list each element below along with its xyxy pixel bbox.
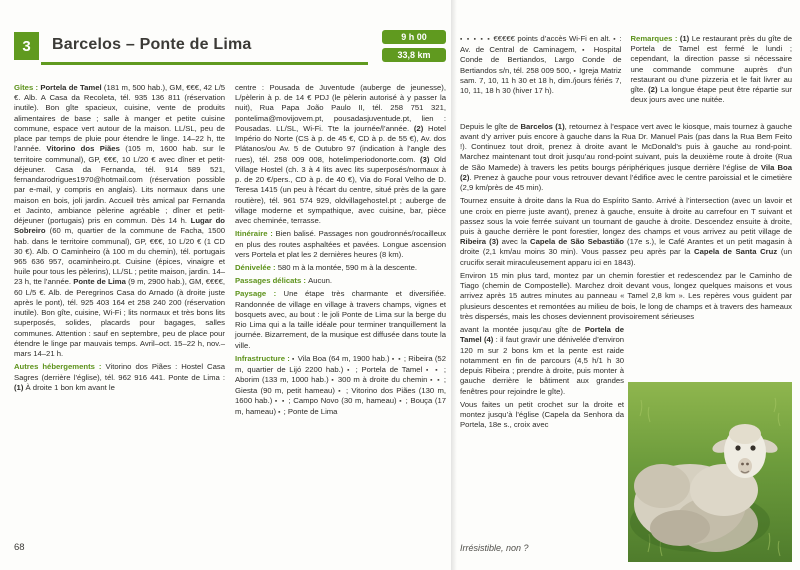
infra-icon: ▪ ▪ ▪ ▪ ▪ <box>460 36 492 43</box>
text-run: ; Ribeira (52 m, quartier de Lijó 2200 hab.) <box>235 353 446 374</box>
text-run: Itinéraire : <box>235 229 276 239</box>
route-description-full-width <box>460 122 792 322</box>
column-remarques <box>631 34 793 109</box>
text-run: ; Campo Novo (30 m, hameau) <box>285 396 400 406</box>
text-run: (2) <box>413 123 424 133</box>
text-run: ; Vitorino dos Piães (130 m, 1600 hab.) <box>235 385 446 406</box>
photo-caption: Irrésistible, non ? <box>460 543 529 553</box>
right-page-top-columns <box>460 34 792 109</box>
text-run: : Av. de Central de Caminagem, <box>460 34 622 54</box>
text-run: Hotel Império do Norte (CS à p. de 45 €, CD à p. de 55 €), Av. dos Plátanos/ou Av. 5 de Outubro 97 (indication à l’angle des rues), tél. 258 009 008, hotelimperiodonorte.com. <box>235 123 446 164</box>
paragraph <box>235 289 446 350</box>
paragraph <box>460 122 792 194</box>
page-gutter-shadow <box>451 0 457 570</box>
infra-icon: ▪ ▪ <box>425 366 441 374</box>
text-run: 300 m à droite du chemin <box>335 375 431 385</box>
paragraph <box>460 400 624 431</box>
text-run: Ribeira (3) <box>460 237 499 247</box>
paragraph <box>235 229 446 260</box>
text-run: (1) <box>679 34 690 43</box>
text-run: Vila Boa (64 m, 1900 hab.) <box>295 353 392 363</box>
infra-icon: ▪ <box>573 67 577 75</box>
text-run: Autres hébergements : <box>14 362 106 372</box>
paragraph <box>14 362 225 393</box>
text-run: avant la montée jusqu’au gîte de <box>460 325 585 335</box>
infra-icon: ▪ <box>292 355 296 363</box>
infra-icon: ▪ ▪ <box>391 355 402 363</box>
text-run: Aucun. <box>308 276 333 286</box>
stage-number-badge: 3 <box>14 32 39 60</box>
page-number: 68 <box>14 542 25 553</box>
text-run: Portela de Tamel <box>40 83 102 92</box>
text-run: Dénivelée : <box>235 262 278 272</box>
stage-stats <box>382 30 446 62</box>
text-run: Hospital Conde de Bertiandos, Largo Conde de Bertiandos s/n, tél. 258 009 500, <box>460 44 622 75</box>
infra-icon: ▪ ▪ <box>274 398 286 406</box>
infra-icon: ▪ <box>582 46 589 54</box>
text-run: Vitorino dos Piães : Hostel Casa Sagres (derrière l’église), tél. 962 916 441. Ponte de Lima : <box>14 362 225 382</box>
text-run: ; Portela de Tamel <box>351 364 426 374</box>
paragraph <box>235 83 446 226</box>
text-run: (9 m, 2900 hab.), GM, €€€€, 60 L/5 €. Alb. de Peregrinos Casa do Arnado (à droite juste après le pont), tél. 925 403 164 et 258 240 200 (réservation inutile). Bon gîte, cuisine, Wi-Fi ; lits normaux et très bons lits superposés, solides, placards pour bagages, salles communes. Attention : sauf en septembre, peu de place pour étendre le linge par mauvais temps. Avril–oct. 15–22 h, nov.–mars 14–21 h. <box>14 277 225 359</box>
right-page <box>460 34 792 433</box>
paragraph <box>235 354 446 418</box>
text-run: : il faut gravir une dénivelée d’environ 120 m sur 2 bons km et la pente est raide notamment en fin de parcours (4,5 h/1 h 30 depuis Ribeira ; prendre à droite, puis monter à gauche derrière le bâtiment aux grandes fenêtres pour rejoindre le gîte). <box>460 335 624 396</box>
text-run: Infrastructure : <box>235 353 293 363</box>
paragraph <box>460 34 622 97</box>
text-run: ; Ponte de Lima <box>281 407 338 417</box>
text-run: ; Giesta (90 m, petit hameau) <box>235 375 446 395</box>
distance-badge: 33,8 km <box>382 48 446 62</box>
title-underline <box>41 62 368 65</box>
stage-header <box>14 30 446 70</box>
infra-icon: ▪ <box>399 398 404 406</box>
column-infrastructure-suite <box>460 34 622 109</box>
text-run: Le restaurant près du gîte de Portela de Tamel est fermé le lundi ; cependant, la direction passe si nécessaire une commande commune auprès d’un restaurant ou d’une pizzeria et le fait livrer au gîte. <box>630 34 792 95</box>
text-run: Paysage : <box>235 289 284 299</box>
text-run: Une étape très charmante et diversifiée. Randonnée de village en village à travers champs, vignes et bosquets avec, au bout : le joli Ponte de Lima sur la berge du Rio Lima qui a la taille idéale pour terminer tranquillement la journée. Bizarrement, de la musique est diffusée dans toute la ville. <box>235 289 446 350</box>
text-run: avec la <box>498 237 531 247</box>
text-run: Bien balisé. Passages non goudronnés/rocailleux en plus des routes asphaltées et pavées. Longue ascension vers Portela et plat les 2 dernières heures (8 km). <box>235 229 446 259</box>
duration-badge: 9 h 00 <box>382 30 446 44</box>
text-run: Ponte de Lima <box>73 277 126 287</box>
text-run: centre : Pousada de Juventude (auberge de jeunesse), L/pèlerin à p. de 14 € PDJ (le pèlerin autorisé à y passer la nuit), Rua Papa João Paulo II, tél. 258 751 321, pontelima@movijovem.pt, pousadasjuventude.pt, lien : Pousadas. LL/SL, Wi-Fi. Tte la journée/l’année. <box>235 83 446 133</box>
text-run: Portela de Tamel (4) <box>460 325 624 345</box>
text-run: (60 m, quartier de la commune de Facha, 1500 hab. dans le territoire communal), GP, €€€, 10 L/20 € (1 CD 30 €). Alb. O Caminheiro (à 100 m du chemin), tél. portugais 965 636 957, ocaminheiro.pt. Cuisine (épices, vinaigre et huile pour tous les pèlerins), LL/SL ; petite maison, jardin. 14–23 h, tte l’année. <box>14 226 225 287</box>
paragraph <box>235 263 446 273</box>
text-run: Gîtes : <box>14 83 41 92</box>
text-run: Tournez ensuite à droite dans la Rua do Espírito Santo. Arrivé à l’intersection (avec un lavoir et une croix en pierre juste avant), prenez à gauche, ensuite à droite au carrefour en T suivant et passez sous la voie ferrée suivant un tournant de gauche à droite. Descendez ensuite à droite, puis à gauche derrière le pont forestier, longez des champs et vous arrivez au petit village de <box>460 196 792 236</box>
paragraph <box>460 271 792 322</box>
text-run: , retournez à l’espace vert avec le kiosque, mais tournez à gauche avant d’y arriver puis encore à gauche dans la Rua Dr. Manuel Pais (pas dans la Rua Bem Feito !). Continuez tout droit, prenez à droite avant le McDonald’s puis à gauche au rond-point. Marchez maintenant tout droit jusqu’au rond-point suivant, puis la deuxième route à droite (Rua de São Mamede) à travers les petits bourgs périphériques jusque derrière l’église de <box>460 121 792 172</box>
paragraph <box>14 83 225 359</box>
text-run: Environ 15 min plus tard, montez par un chemin forestier et redescendez par le Caminho de Tiago (chemin de Compostelle). Marchez droit devant vous, longez quelques maisons et vous arrivez après 15 autres minutes au panneau « Tamel 2,8 km ». Les repères vous guident par plusieurs descentes et remontées au milieu de bois, le long de champs et à travers des hameaux très dispersés, mais les choses deviennent provisoirement sérieuses <box>460 270 792 321</box>
paragraph <box>460 325 624 397</box>
text-run: (2) <box>648 85 658 95</box>
text-run: Remarques : <box>630 34 680 43</box>
route-description-beside-photo <box>460 325 624 430</box>
text-run: Vitorino dos Piães <box>46 144 120 154</box>
text-run: (un crucifix serait miraculeusement apparu ici en 1843). <box>460 247 792 267</box>
text-run: ; Bouça (17 m, hameau) <box>235 396 446 417</box>
text-run: Old Village Hostel (ch. 3 à 4 lits avec lits superposés/normaux à p. de 20 €/pers., CD à p. de 40 €), Via do Foral Velho de D. Teresa 1415 (un peu à l’écart du centre, situé près de la gare routière), tél. 961 574 929, oldvillagehostel.pt ; auberge de village moderne et sympathique, avec cuisine, bar, pièce avec cheminée, terrasse. <box>235 154 446 226</box>
text-run: Depuis le gîte de <box>460 121 521 131</box>
text-run: La longue étape peut être répartie sur deux jours avec une nuitée. <box>630 85 792 105</box>
text-run: Passages délicats : <box>235 276 309 286</box>
paragraph <box>631 34 793 106</box>
left-page-columns <box>14 83 446 535</box>
text-run: €€€€€ points d’accès Wi-Fi en alt. <box>491 34 614 43</box>
column-gites <box>14 83 225 535</box>
text-run: Vila Boa (2) <box>460 162 792 182</box>
paragraph <box>235 276 446 286</box>
infra-icon: ▪ <box>347 366 352 374</box>
infra-icon: ▪ <box>278 409 282 417</box>
text-run: Vous faites un petit crochet sur la droite et montez jusqu’à l’église (Capela da Senhora da Portela, 18e s., croix avec <box>460 399 624 430</box>
infra-icon: ▪ ▪ <box>430 377 442 385</box>
left-page <box>14 30 446 535</box>
infra-icon: ▪ <box>613 36 617 43</box>
text-run: 580 m à la montée, 590 m à la descente. <box>277 262 418 272</box>
text-run: (105 m, 1600 hab. sur le territoire communal), GP, €€€, 10 L/20 € avec dîner et petit-déjeuner. Casa da Fernanda, tél. 914 589 521, fernandarodrigues1970@hotmail.com (réservation possible par e-mail, y compris en anglais). Lits normaux dans une maison en bois, joli jardin. Accueil très amical par Fernanda et Jacinto, ambiance pèlerine agréable ; dîner et petit-déjeuner (portugais) pris en commun. Dès 14 h. <box>14 144 226 226</box>
stage-title: Barcelos – Ponte de Lima <box>52 36 252 53</box>
text-run: (17e s.), le Café Arantes et un petit magasin à droite (2,1 km/au moins 30 min). Vous passez peu après par la <box>460 237 792 257</box>
text-run: Capela de Santa Cruz <box>694 247 778 257</box>
text-run: (3) <box>420 154 430 164</box>
text-run: Igreja Matriz sam. 7, 10, 11 h 30 et 18 h, dim./jours fériés 7, 10, 11, 18 h 30 (hiver 17 h). <box>460 65 622 96</box>
text-run: ; Aborim (133 m, 1000 hab.) <box>235 364 446 385</box>
text-run: (181 m, 500 hab.), GM, €€€, 42 L/5 €. Alb. A Casa da Recoleta, tél. 935 136 811 (réservation inutile). Bon gîte spacieux, cuisine, vente de produits alimentaires de base ; salle à manger et petite cuisine commune, espace vert autour de la maison. LL/SL, peu de place par temps de pluie pour étendre le linge. 14–22 h, tte l’année. <box>14 83 226 154</box>
text-run: Lugar do Sobreiro <box>14 216 226 236</box>
column-itineraire <box>235 83 446 535</box>
text-run: . Prenez à gauche pour vous retrouver devant l’édifice avec le centre paroissial et le cimetière (2,9 km/près de 45 min). <box>460 172 792 193</box>
text-run: À droite 1 bon km avant le <box>23 382 115 392</box>
infra-icon: ▪ <box>338 387 343 395</box>
infra-icon: ▪ <box>331 377 336 385</box>
text-run: (1) <box>14 382 24 392</box>
paragraph <box>460 196 792 268</box>
text-run: Capela de São Sebastião <box>530 237 624 247</box>
sheep-photo-illustration <box>628 382 792 562</box>
text-run: Barcelos (1) <box>520 121 565 131</box>
stage-photo-sheep <box>628 382 792 562</box>
